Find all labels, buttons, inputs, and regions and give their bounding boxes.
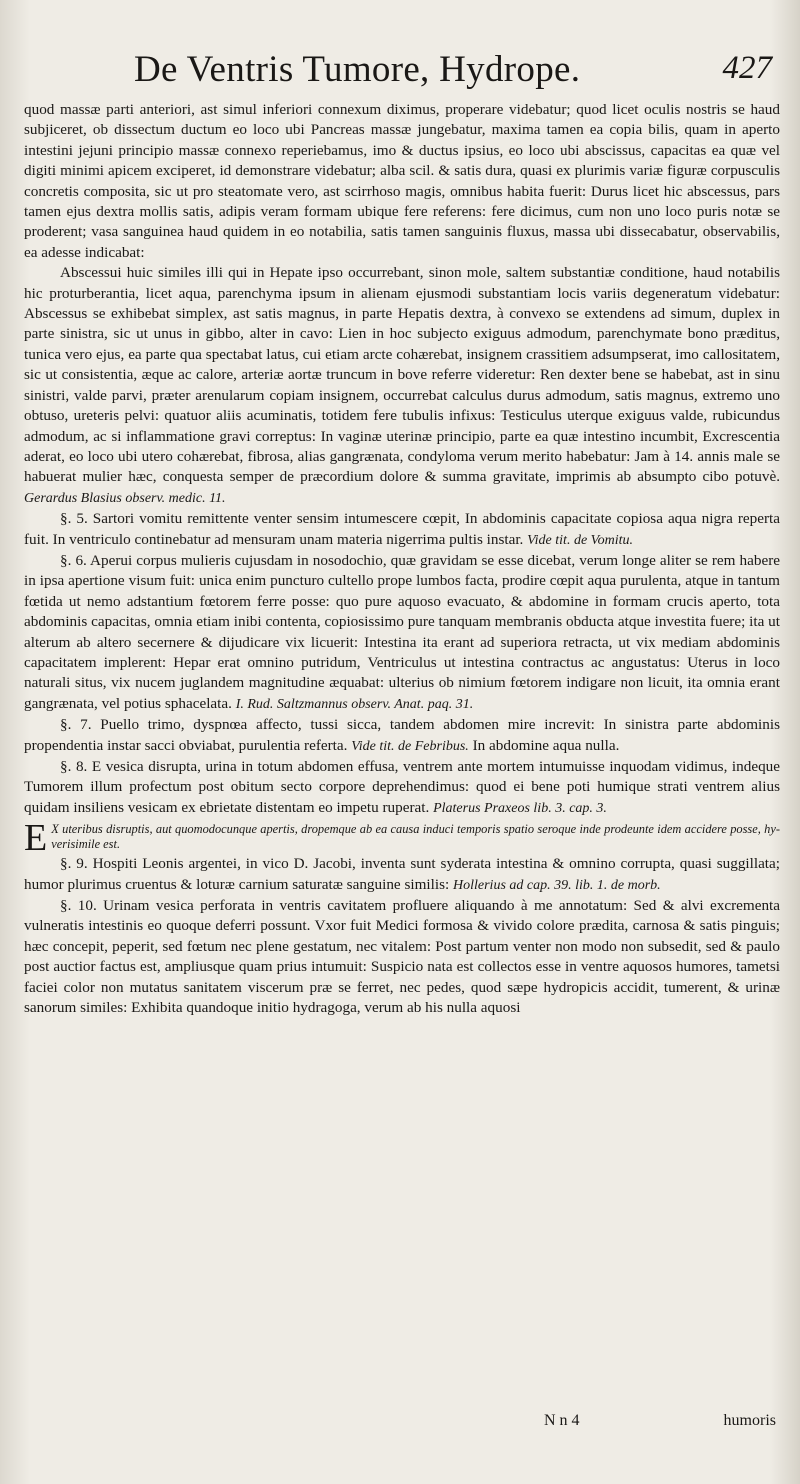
section-6 <box>24 551 780 715</box>
body-text <box>24 100 780 1018</box>
note-text: X uteribus disruptis, aut quomodocunque apertis, dropemque ab ea causa induci temporis spatio seroque inde prodeunte idem accidere posse, hy- verisimile est. <box>51 822 780 852</box>
section-text: §. 8. E vesica disrupta, urina in totum abdomen effusa, ventrem ante mortem intumuisse inquodam vidimus, indeque Tumorem illum profectum post obitum secto corpore deprehendimus: quod ei bene poti humique strati ventrem alius quidam insiliens vesicam ex ebrietate distentam eo impetu ruperat. <box>24 758 780 816</box>
section-7 <box>24 715 780 757</box>
citation: Vide tit. de Febribus. <box>351 738 469 754</box>
citation: Vide tit. de Vomitu. <box>527 532 634 548</box>
citation: I. Rud. Saltzmannus observ. Anat. paq. 31. <box>235 696 474 712</box>
section-9 <box>24 854 780 896</box>
paragraph-abscessus <box>24 263 780 509</box>
section-8 <box>24 757 780 819</box>
paragraph-text: Abscessui huic similes illi qui in Hepate ipso occurrebant, sinon mole, saltem substantiæ conditione, haud notabilis hic proturberantia, licet aqua, parenchyma ipsum in alienam ejusmodi substantiam locis variis degeneratum videbatur: Abscessus se exhibebat simplex, ast satis magnus, in parte Hepatis dextra, à convexo se extendens ad simum, duplex in parte sinistra, sic ut unus in gibbo, alter in cavo: Lien in hoc subjecto exiguus admodum, parenchymate bono præditus, tunica vero ejus, ea parte qua spectabat latus, cui etiam arcte cohærebat, insignem crassitiem adsumpserat, imo callositatem, sic ut consistentia, æque ac calore, arteriæ aortæ truncum in bove referre videretur: Ren dexter bene se habebat, ast in sinu sinistri, valde parvi, præter arenularum copiam insignem, occurrebat calculus durus admodum, satis magnus, extremo uno obtuso, ureteris pelvi: quatuor aliis acuminatis, totidem fere tubulis infixus: Testiculus uterque exiguus valde, rubicundus admodum, ac si inflammatione gravi correptus: In vaginæ uterinæ principio, parte ea quæ intestino incumbit, Excrescentia aderat, eo loco ubi utero cohærebat, fibrosa, alias gangrænata, condyloma verum merito habebatur: Jam à 14. annis male se habuerat mulier hæc, conquesta semper de præcordium dolore & summa gravitate, imprimis ab absumpto cibo potuvè. <box>24 264 780 486</box>
citation: Gerardus Blasius observ. medic. 11. <box>24 490 226 506</box>
citation: Hollerius ad cap. 39. lib. 1. de morb. <box>453 877 661 893</box>
section-10: §. 10. Urinam vesica perforata in ventris cavitatem profluere aliquando à me annotatum: Sed & alvi excrementa vulneratis intestinis eo quoque deferri possunt. Vxor fuit Medici formosa & vivido colore prædita, carnosa & satis pinguis; hæc concepit, peperit, sed fœtum nec plene gestatum, nec vitalem: Post partum venter non modo non subsedit, sed & paulo post auctior factus est, ampliusque quam prius intumuit: Suspicio nata est collectos esse in ventre aquosos humores, tametsi faciei color non mutatus sanitatem viscerum præ se ferret, nec pedes, quod sæpe hydropicis accidit, tumerent, & urinæ sanorum similes: Exhibita quandoque initio hydragoga, verum ab his nulla aquosi <box>24 897 780 1017</box>
page-header <box>24 42 780 100</box>
running-title: De Ventris Tumore, Hydrope. <box>134 49 581 90</box>
drop-cap: E <box>24 817 48 860</box>
page-footer <box>24 1412 780 1436</box>
section-text: §. 5. Sartori vomitu remittente venter sensim intumescere cœpit, In abdominis capacitate copiosa aqua nigra reperta fuit. In ventriculo continebatur ad mensuram unam materia nigerrima pultis instar. <box>24 510 780 548</box>
section-text: §. 9. Hospiti Leonis argentei, in vico D. Jacobi, inventa sunt syderata intestina & omnino corrupta, quasi suggillata; humor plurimus cruentus & loturæ carnium saturatæ sanguine similis: <box>24 855 780 893</box>
paragraph-continued: quod massæ parti anteriori, ast simul inferiori connexum diximus, properare videbatur; quod licet oculis nostris se haud subjiceret, ob dissectum ductum eo loco ubi Pancreas massæ jungebatur, maxima tamen ea copia bilis, quam in aperto intestini jejuni principio massæ connexo reperiebamus, imo & ductus ipsius, eo loco ubi abscissus, capacitas ea quæ vel digiti minimi apicem exciperet, id demonstrare videbatur; alba scil. & satis dura, quasi ex plurimis variæ figuræ corpusculis concretis composita, sic ut pro steatomate vero, ast scirrhoso magis, omnibus habita fuerit: Durus licet hic abscessus, pars tamen ejus dextra mollis satis, adipis veram formam ubique fere referens: fere dicimus, cum non uno loco puris notæ se proderent; vasa sanguinea haud quidem in eo notabilia, satis tamen sanguinis fluxus, massa ubi dissecabatur, observabilis, ea adesse indicabat: <box>24 101 780 261</box>
citation: Platerus Praxeos lib. 3. cap. 3. <box>433 800 607 816</box>
scholium-note <box>24 817 780 860</box>
catchword: humoris <box>723 1412 776 1429</box>
page-number: 427 <box>722 50 772 86</box>
section-text-end: In abdomine aqua nulla. <box>472 736 620 754</box>
section-5 <box>24 509 780 551</box>
signature-mark: N n 4 <box>544 1412 580 1429</box>
section-text: §. 6. Aperui corpus mulieris cujusdam in nosodochio, quæ gravidam se esse dicebat, verum longe aliter se rem habere in ipsa apertione visum fuit: unica enim puncturo cultello prope lumbos facta, prodire cœpit aqua purulenta, atque in tantum fœtida ut nemo adstantium fœtorem ferre posse: quo pure aquoso evacuato, & abdomine in formam crucis aperto, tota abdominis capacitas, omnia etiam inibi contenta, copiosissimo pure tanquam membranis obducta atque investita fuere; ita ut alterum ab altero secernere & dijudicare vix licuerit: Intestina ita erant ad superiora retracta, ut vix mediam abdominis capacitatem implerent: Hepar erat omnino putridum, Ventriculus ut intestina contractus ac angustatus: Uterus in loco naturali situs, vix nucem juglandem magnitudine æquabat: ulterius ob nimium fœtorem indigare non licuit, ita omnia erant gangrænata, vel potius sphacelata. <box>24 551 780 712</box>
section-text: §. 7. Puello trimo, dyspnœa affecto, tussi sicca, tandem abdomen mire increvit: In sinistra parte abdominis propendentia instar sacci obviabat, purulentia referta. <box>24 716 780 754</box>
